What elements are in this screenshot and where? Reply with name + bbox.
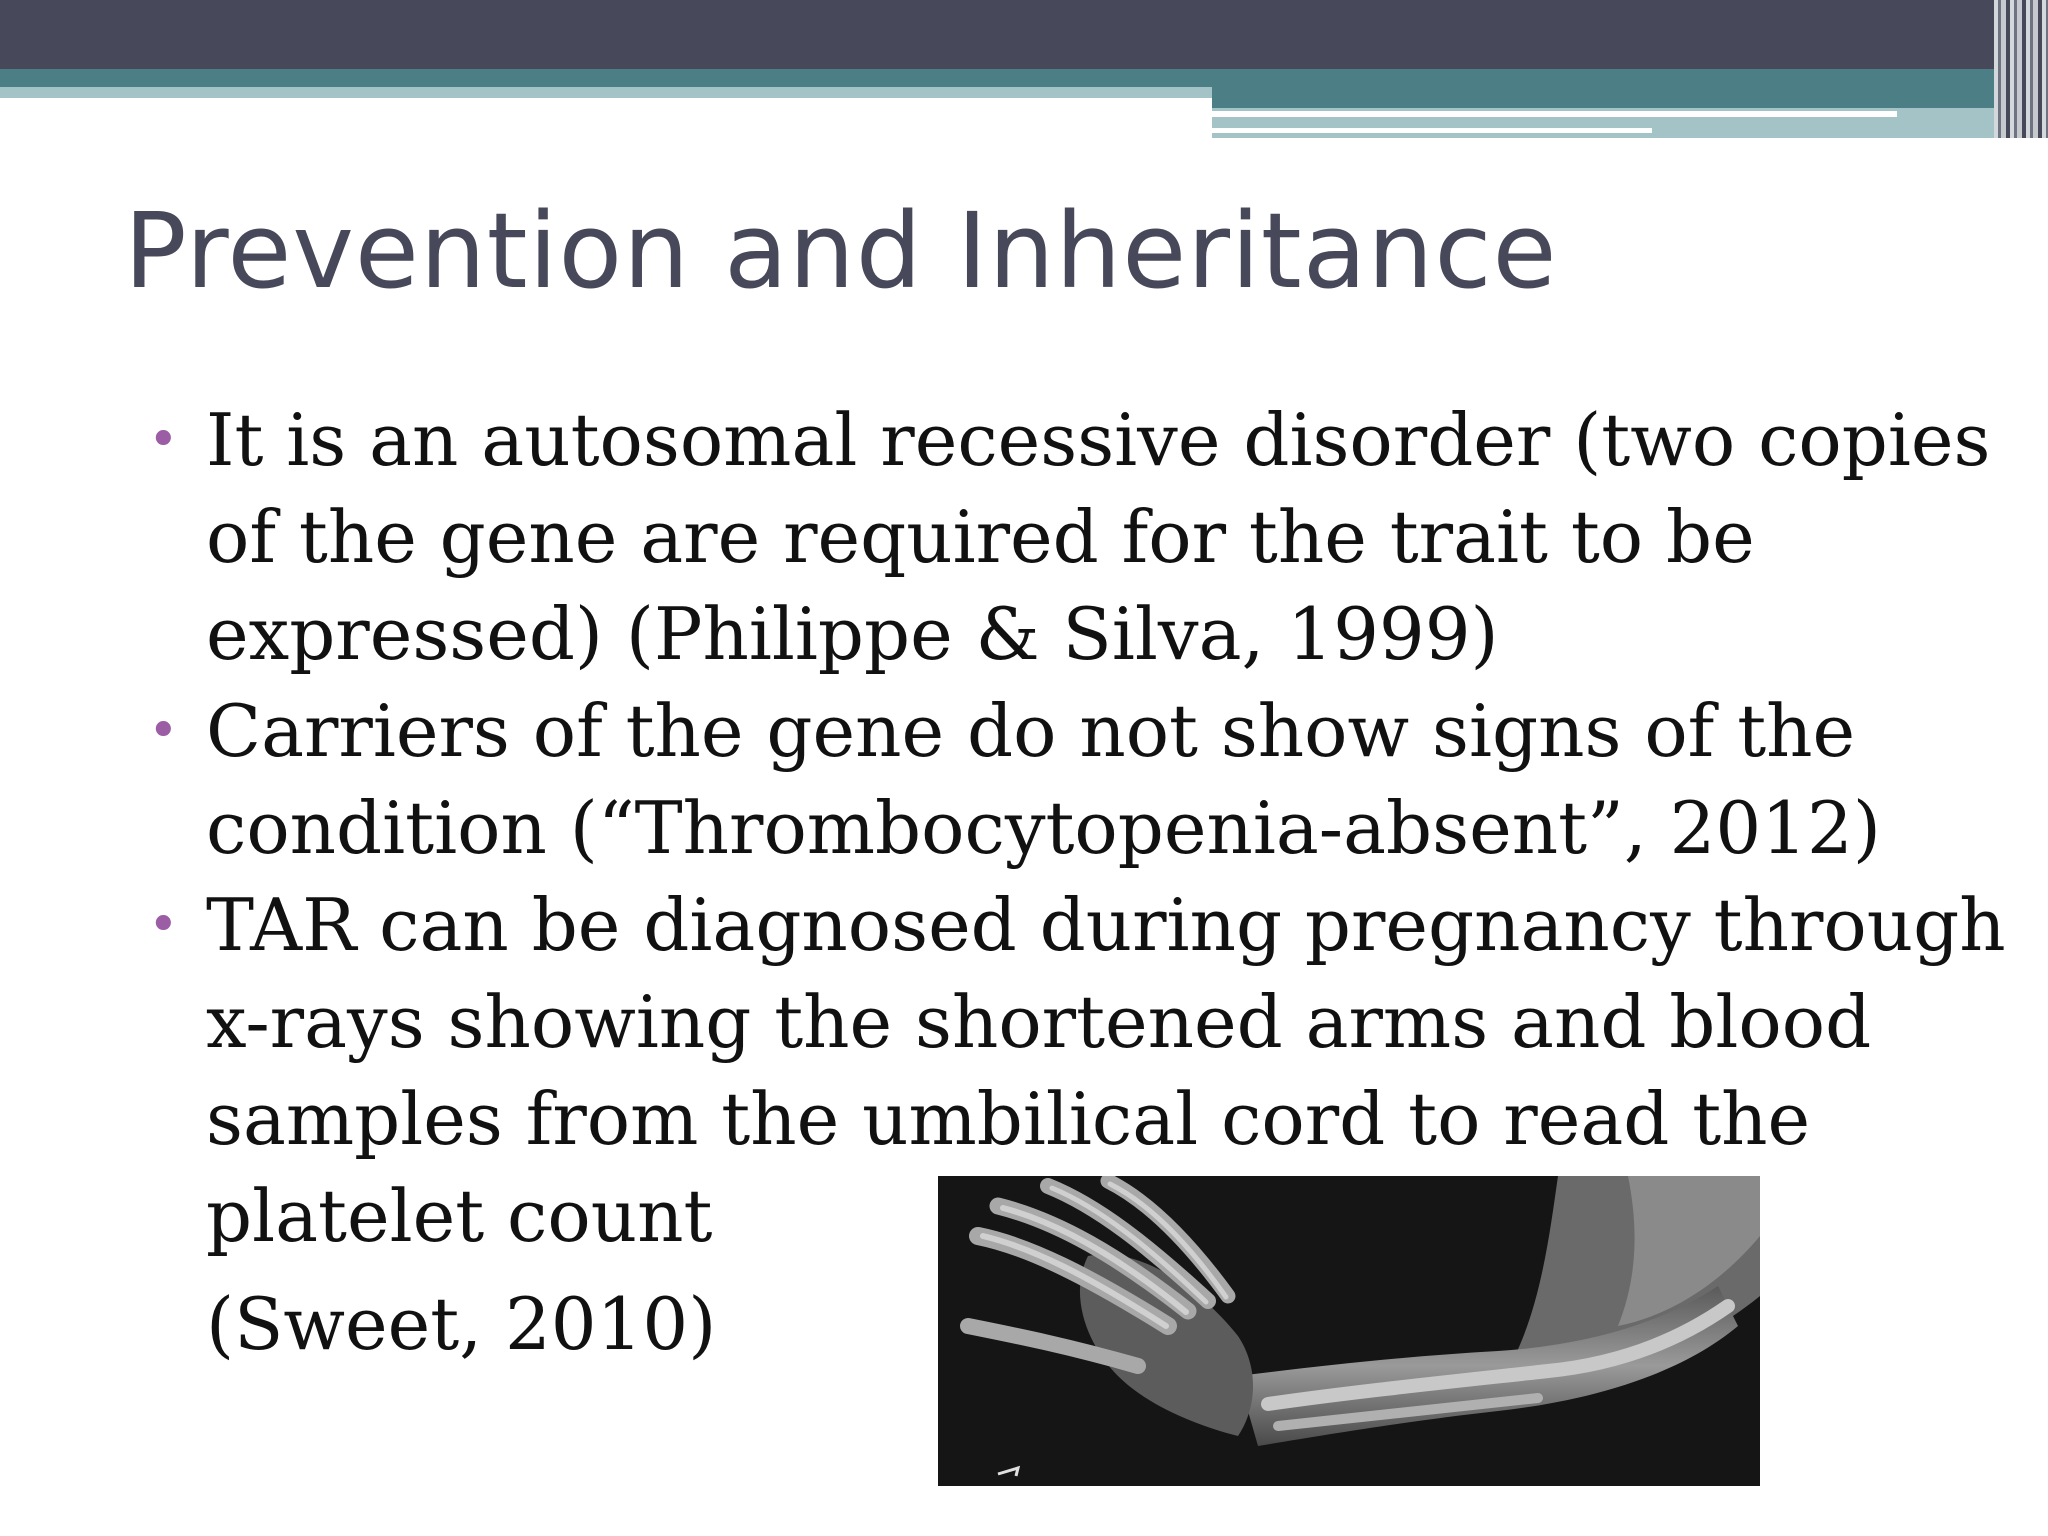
bullet-text: Carriers of the gene do not show signs of the condition (“Thrombocytopenia-absent”, 2012) [206, 689, 1881, 870]
header-light-line [0, 87, 1212, 98]
bullet-dot-icon: • [148, 895, 179, 955]
bullet-dot-icon: • [148, 701, 179, 761]
slide-title: Prevention and Inheritance [124, 190, 1558, 312]
bullet-item [148, 392, 2008, 683]
xray-arm-image [938, 1176, 1760, 1486]
bullet-text: It is an autosomal recessive disorder (two copies of the gene are required for the trait to be expressed) (Philippe & Silva, 1999) [206, 398, 1991, 676]
header-right-white-line [1212, 111, 1897, 117]
bullet-text: TAR can be diagnosed during pregnancy through x-rays showing the shortened arms and blood samples from the umbilical cord to read the platelet count [206, 883, 2006, 1258]
header-right-white-line [1212, 128, 1652, 133]
bullet-item [148, 683, 2008, 877]
citation: (Sweet, 2010) [206, 1282, 717, 1366]
bullet-list [148, 392, 2008, 1265]
header-dark-bar [0, 0, 2048, 69]
header-edge-stripes [1994, 0, 2048, 138]
header-right-teal-block [1212, 87, 2048, 108]
bullet-dot-icon: • [148, 410, 179, 470]
header-teal-bar [0, 69, 2048, 87]
